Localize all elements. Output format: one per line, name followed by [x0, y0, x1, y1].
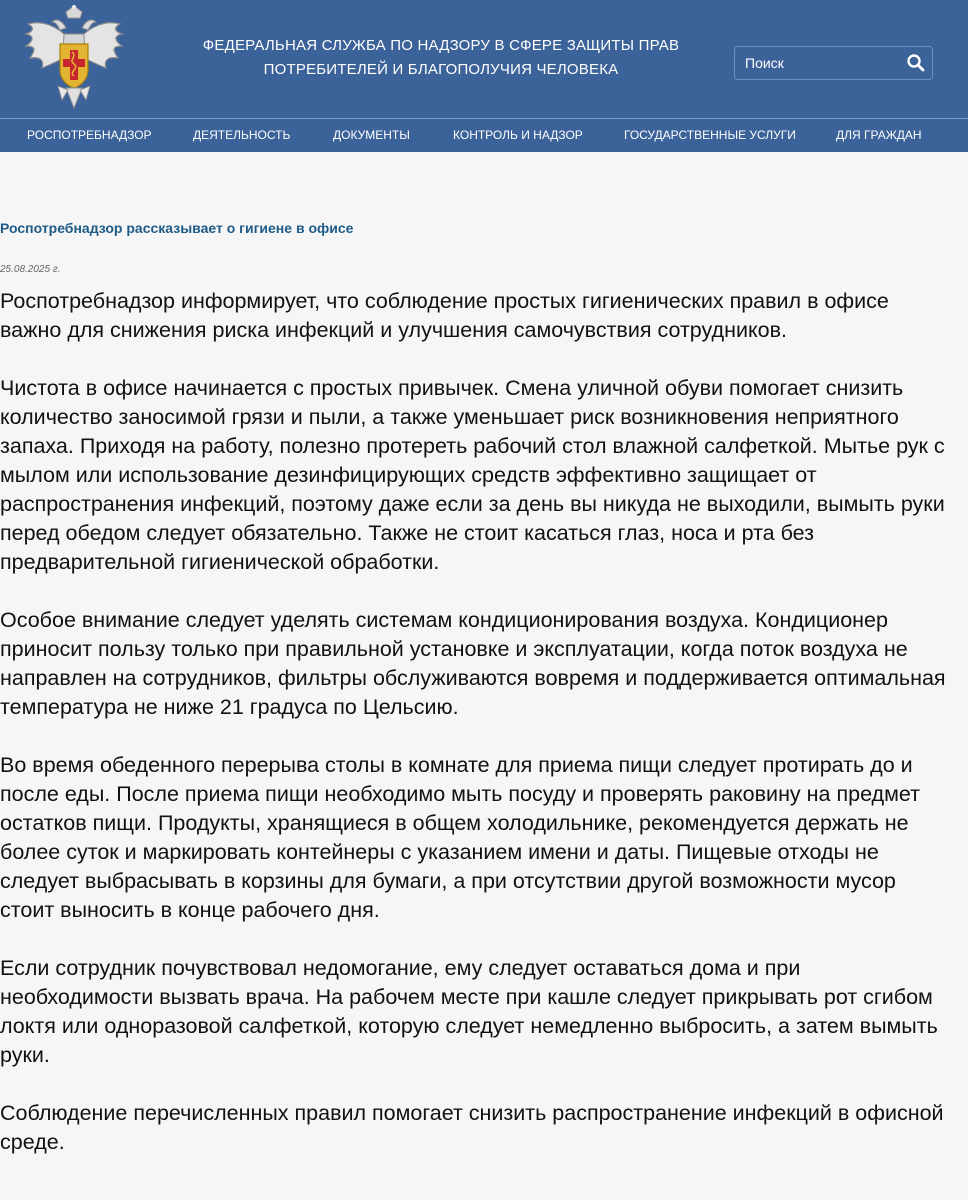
organization-title: [196, 34, 686, 82]
double-headed-eagle-emblem-icon[interactable]: [22, 4, 126, 114]
organization-title-line-1: ФЕДЕРАЛЬНАЯ СЛУЖБА ПО НАДЗОРУ В СФЕРЕ ЗАЩИТЫ ПРАВ: [202, 37, 680, 54]
search-box: [734, 46, 933, 80]
article-title-link[interactable]: Роспотребнадзор рассказывает о гигиене в офисе: [0, 220, 354, 236]
nav-item-control-supervision[interactable]: КОНТРОЛЬ И НАДЗОР: [453, 128, 583, 142]
article-paragraph: Соблюдение перечисленных правил помогает снизить распространение инфекций в офисной среде.: [0, 1101, 944, 1154]
nav-item-for-citizens[interactable]: ДЛЯ ГРАЖДАН: [836, 128, 922, 142]
search-input[interactable]: [735, 47, 895, 79]
main-navigation: [0, 118, 968, 152]
nav-item-state-services[interactable]: ГОСУДАРСТВЕННЫЕ УСЛУГИ: [624, 128, 796, 142]
search-icon[interactable]: [906, 53, 926, 73]
nav-item-documents[interactable]: ДОКУМЕНТЫ: [333, 128, 410, 142]
article-paragraph: Чистота в офисе начинается с простых привычек. Смена уличной обуви помогает снизить количество заносимой грязи и пыли, а также уменьшает риск возникновения неприятного запаха. Приходя на работу, полезно протереть рабочий стол влажной салфеткой. Мытье рук с мылом или использование дезинфицирующих средств эффективно защищает от распространения инфекций, поэтому даже если за день вы никуда не выходили, вымыть руки перед обедом следует обязательно. Также не стоит касаться глаз, носа и рта без предварительной гигиенической обработки.: [0, 376, 945, 574]
nav-item-activity[interactable]: ДЕЯТЕЛЬНОСТЬ: [193, 128, 291, 142]
article-body: [0, 287, 955, 1186]
article-paragraph: Роспотребнадзор информирует, что соблюдение простых гигиенических правил в офисе важно для снижения риска инфекций и улучшения самочувствия сотрудников.: [0, 289, 889, 342]
nav-item-rospotrebnadzor[interactable]: РОСПОТРЕБНАДЗОР: [27, 128, 152, 142]
article-paragraph: Если сотрудник почувствовал недомогание, ему следует оставаться дома и при необходимости вызвать врача. На рабочем месте при кашле следует прикрывать рот сгибом локтя или одноразовой салфеткой, которую следует немедленно выбросить, а затем вымыть руки.: [0, 956, 938, 1067]
article-paragraph: Во время обеденного перерыва столы в комнате для приема пищи следует протирать до и после еды. После приема пищи необходимо мыть посуду и проверять раковину на предмет остатков пищи. Продукты, хранящиеся в общем холодильнике, рекомендуется держать не более суток и маркировать контейнеры с указанием имени и даты. Пищевые отходы не следует выбрасывать в корзины для бумаги, а при отсутствии другой возможности мусор стоит выносить в конце рабочего дня.: [0, 753, 920, 922]
article-date: 25.08.2025 г.: [0, 264, 61, 275]
article-paragraph: Особое внимание следует уделять системам кондиционирования воздуха. Кондиционер приносит пользу только при правильной установке и эксплуатации, когда поток воздуха не направлен на сотрудников, фильтры обслуживаются вовремя и поддерживается оптимальная температура не ниже 21 градуса по Цельсию.: [0, 608, 946, 719]
organization-title-line-2: ПОТРЕБИТЕЛЕЙ И БЛАГОПОЛУЧИЯ ЧЕЛОВЕКА: [263, 61, 619, 78]
site-header: [0, 0, 968, 118]
